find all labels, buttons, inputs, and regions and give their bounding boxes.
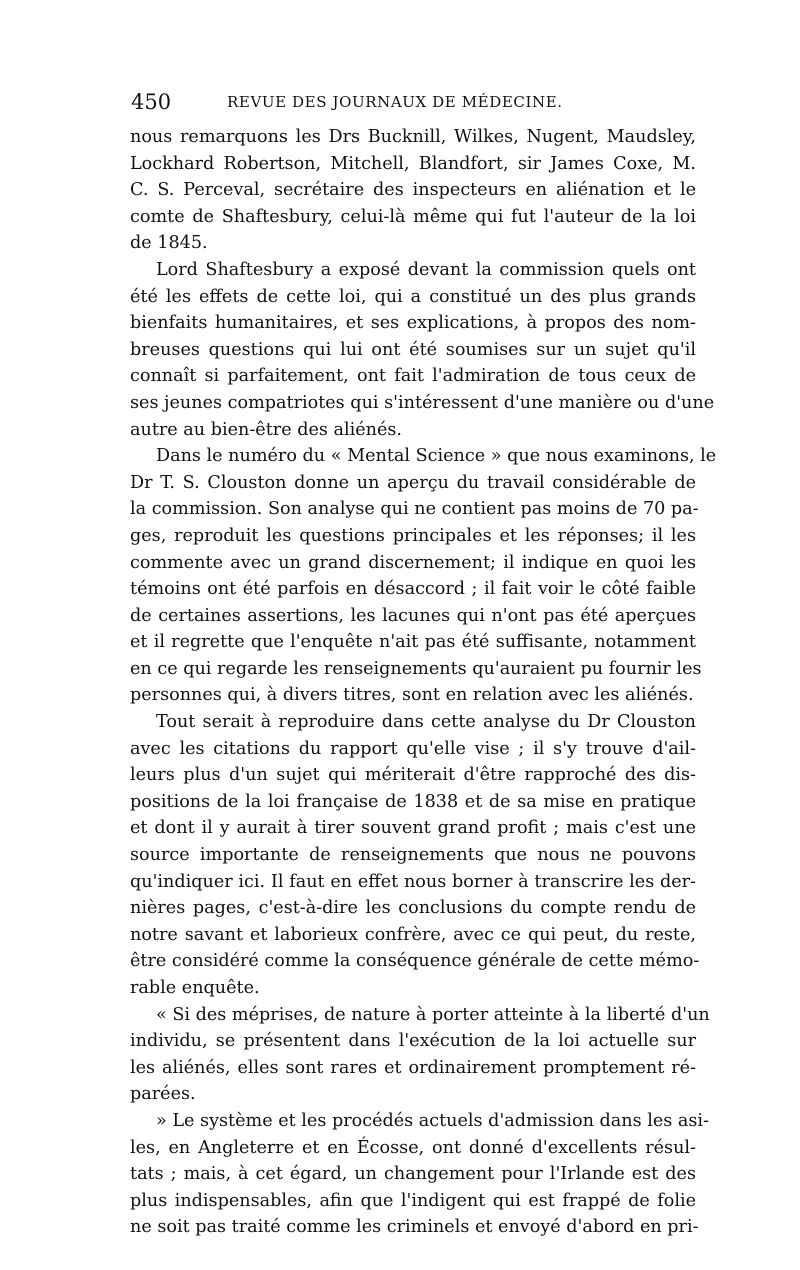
- text-line: ne soit pas traité comme les criminels et envoyé d'abord en pri-: [130, 1217, 699, 1238]
- text-line: bienfaits humanitaires, et ses explications, à propos des nom-: [130, 313, 696, 334]
- text-line: personnes qui, à divers titres, sont en relation avec les aliénés.: [130, 685, 694, 706]
- text-line: Dans le numéro du « Mental Science » que nous examinons, le: [156, 446, 717, 467]
- text-line: de certaines assertions, les lacunes qui n'ont pas été aperçues: [130, 605, 696, 626]
- text-line: les aliénés, elles sont rares et ordinairement promptement ré-: [130, 1057, 696, 1078]
- text-line: la commission. Son analyse qui ne contient pas moins de 70 pa-: [130, 499, 699, 520]
- text-line: tats ; mais, à cet égard, un changement pour l'Irlande est des: [130, 1164, 696, 1185]
- text-line: leurs plus d'un sujet qui mériterait d'être rapproché des dis-: [130, 765, 696, 786]
- text-line: breuses questions qui lui ont été soumises sur un sujet qu'il: [130, 339, 696, 360]
- text-line: parées.: [130, 1084, 196, 1105]
- text-line: être considéré comme la conséquence générale de cette mémo-: [130, 951, 700, 972]
- text-line: en ce qui regarde les renseignements qu'auraient pu fournir les: [130, 658, 702, 679]
- text-line: commente avec un grand discernement; il indique en quoi les: [130, 552, 696, 573]
- text-line: Lockhard Robertson, Mitchell, Blandfort, sir James Coxe, M.: [130, 153, 696, 174]
- text-line: été les effets de cette loi, qui a constitué un des plus grands: [130, 286, 696, 307]
- text-line: comte de Shaftesbury, celui-là même qui fut l'auteur de la loi: [130, 206, 696, 227]
- text-line: Lord Shaftesbury a exposé devant la commission quels ont: [156, 259, 696, 280]
- text-line: plus indispensables, afin que l'indigent qui est frappé de folie: [130, 1190, 696, 1211]
- text-line: nous remarquons les Drs Bucknill, Wilkes, Nugent, Maudsley,: [130, 127, 696, 147]
- body-text: [130, 124, 717, 1241]
- text-line: positions de la loi française de 1838 et de sa mise en pratique: [130, 791, 696, 812]
- text-line: source importante de renseignements que nous ne pouvons: [130, 845, 696, 866]
- text-line: nières pages, c'est-à-dire les conclusions du compte rendu de: [130, 898, 696, 919]
- text-line: témoins ont été parfois en désaccord ; il fait voir le côté faible: [130, 579, 696, 600]
- running-head: REVUE DES JOURNAUX DE MÉDECINE.: [227, 93, 563, 111]
- text-line: qu'indiquer ici. Il faut en effet nous borner à transcrire les der-: [130, 871, 696, 892]
- text-line: ges, reproduit les questions principales et les réponses; il les: [130, 525, 696, 546]
- text-line: C. S. Perceval, secrétaire des inspecteurs en aliénation et le: [130, 180, 696, 201]
- text-line: Dr T. S. Clouston donne un aperçu du travail considérable de: [130, 472, 696, 493]
- text-line: « Si des méprises, de nature à porter atteinte à la liberté d'un: [156, 1004, 710, 1025]
- page-header: [131, 90, 696, 120]
- text-line: connaît si parfaitement, ont fait l'admiration de tous ceux de: [130, 366, 696, 387]
- text-line: avec les citations du rapport qu'elle vise ; il s'y trouve d'ail-: [130, 738, 696, 759]
- text-line: » Le système et les procédés actuels d'admission dans les asi-: [156, 1110, 709, 1131]
- page-number: 450: [131, 90, 172, 114]
- text-line: ses jeunes compatriotes qui s'intéressent d'une manière ou d'une: [130, 392, 715, 413]
- text-line: autre au bien-être des aliénés.: [130, 419, 403, 440]
- text-line: individu, se présentent dans l'exécution de la loi actuelle sur: [130, 1031, 696, 1052]
- text-line: et dont il y aurait à tirer souvent grand profit ; mais c'est une: [130, 818, 696, 839]
- text-line: les, en Angleterre et en Écosse, ont donné d'excellents résul-: [130, 1137, 696, 1158]
- text-line: de 1845.: [130, 233, 208, 254]
- text-line: notre savant et laborieux confrère, avec ce qui peut, du reste,: [130, 924, 696, 945]
- text-line: Tout serait à reproduire dans cette analyse du Dr Clouston: [156, 712, 696, 733]
- text-line: rable enquête.: [130, 978, 260, 998]
- text-line: et il regrette que l'enquête n'ait pas été suffisante, notamment: [130, 632, 696, 653]
